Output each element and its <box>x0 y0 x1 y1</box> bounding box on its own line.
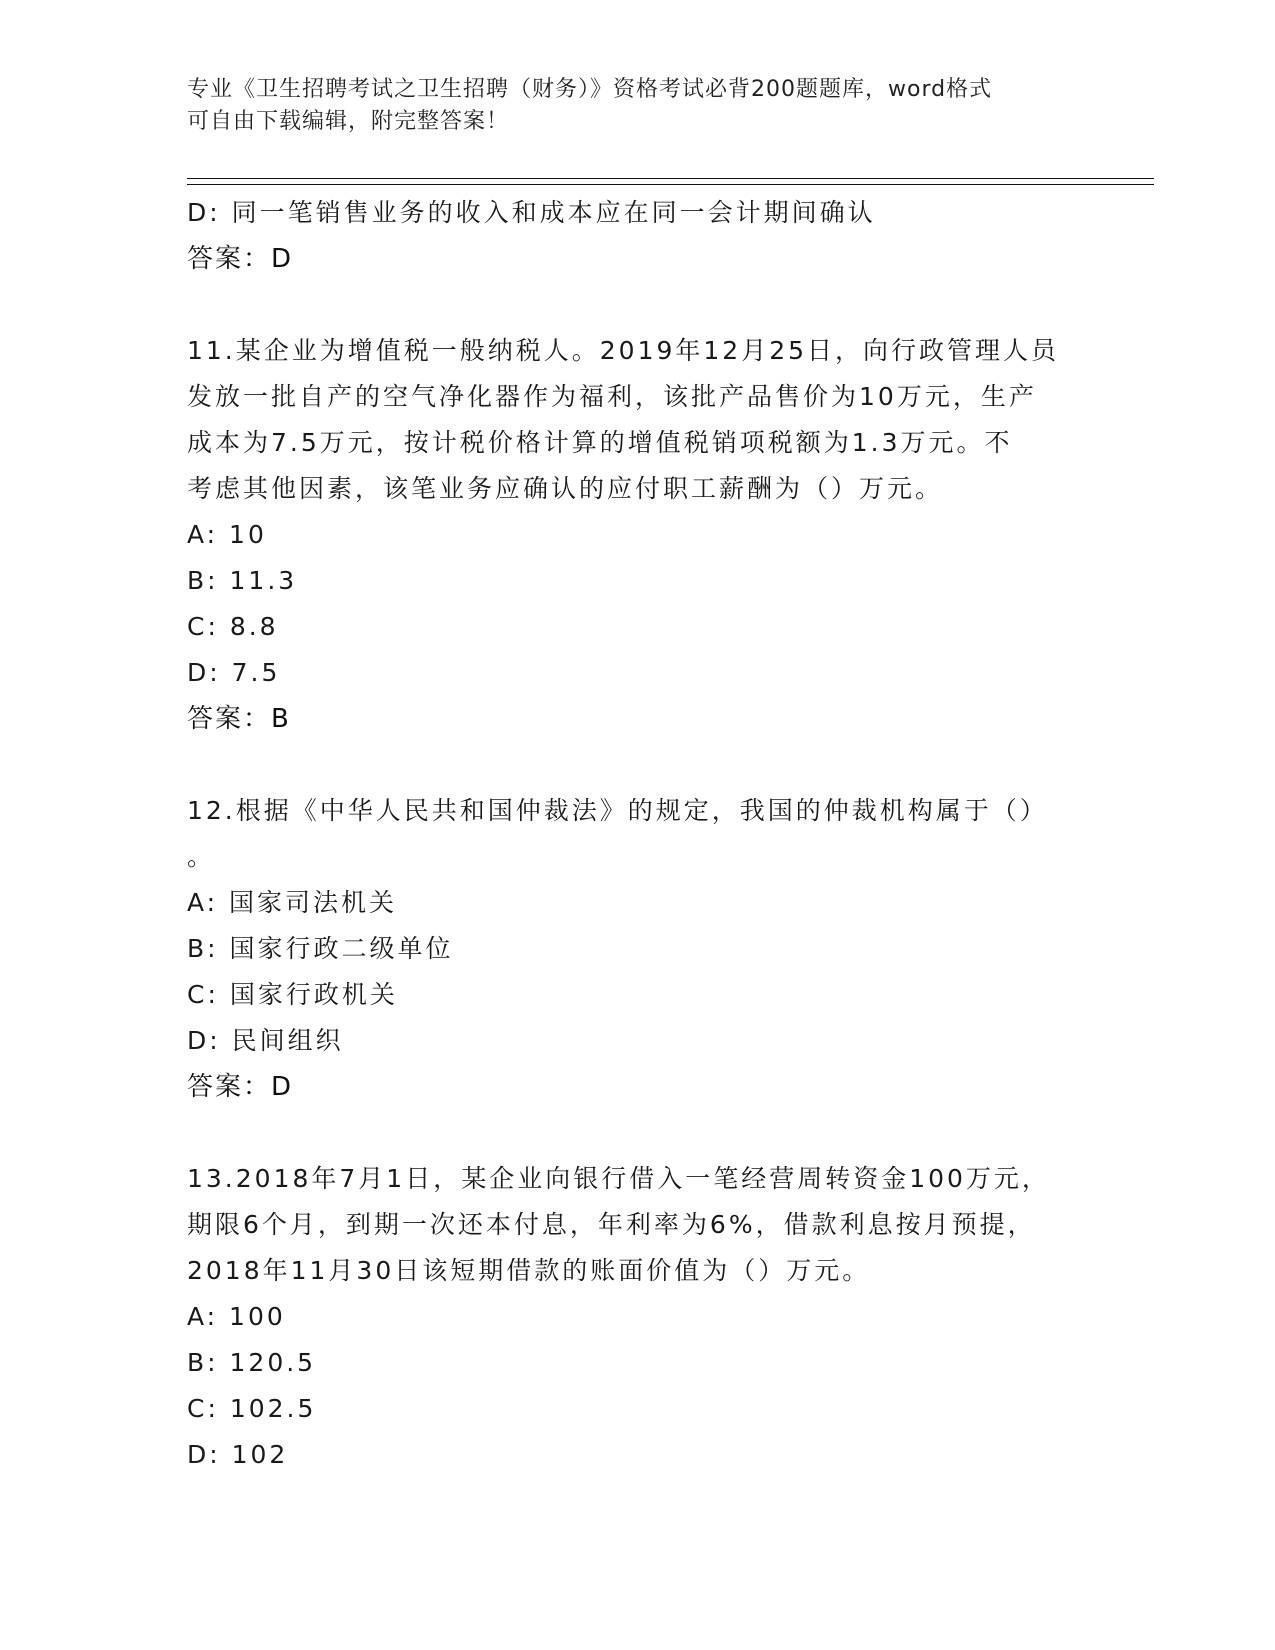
option-d: D: 102 <box>187 1440 289 1469</box>
option-a: A: 10 <box>187 520 267 549</box>
question-text-line: 13.2018年7月1日，某企业向银行借入一笔经营周转资金100万元， <box>187 1164 1050 1193</box>
header-line-1: 专业《卫生招聘考试之卫生招聘（财务）》资格考试必背200题题库，word格式 <box>187 77 993 102</box>
option-c: C: 8.8 <box>187 612 279 641</box>
option-d: D: 7.5 <box>187 658 281 687</box>
spacer <box>187 742 1087 788</box>
spacer <box>187 1110 1087 1156</box>
question-text <box>187 1156 1087 1294</box>
question-block <box>187 788 1087 1110</box>
header-divider-top <box>187 178 1154 179</box>
question-text-line: 2018年11月30日该短期借款的账面价值为（）万元。 <box>187 1256 871 1285</box>
question-text-line: 。 <box>187 842 216 871</box>
prev-question-option-d: D: 同一笔销售业务的收入和成本应在同一会计期间确认 <box>187 198 876 227</box>
option-a: A: 100 <box>187 1302 286 1331</box>
header-line-2: 可自由下载编辑，附完整答案！ <box>187 109 510 134</box>
option-a: A: 国家司法机关 <box>187 888 398 917</box>
answer: 答案：B <box>187 704 291 734</box>
option-d: D: 民间组织 <box>187 1026 344 1055</box>
document-body <box>187 190 1087 1478</box>
question-text <box>187 788 1087 880</box>
spacer <box>187 282 1087 328</box>
question-text-line: 成本为7.5万元，按计税价格计算的增值税销项税额为1.3万元。不 <box>187 428 1013 457</box>
option-b: B: 120.5 <box>187 1348 317 1377</box>
question-text-line: 发放一批自产的空气净化器作为福利，该批产品售价为10万元，生产 <box>187 382 1037 411</box>
answer: 答案：D <box>187 1072 294 1102</box>
question-block <box>187 1156 1087 1478</box>
question-text-line: 12.根据《中华人民共和国仲裁法》的规定，我国的仲裁机构属于（） <box>187 796 1048 825</box>
question-block <box>187 328 1087 742</box>
option-b: B: 11.3 <box>187 566 298 595</box>
question-text-line: 期限6个月，到期一次还本付息，年利率为6%，借款利息按月预提， <box>187 1210 1036 1239</box>
question-text-line: 11.某企业为增值税一般纳税人。2019年12月25日，向行政管理人员 <box>187 336 1060 365</box>
header-divider-bottom <box>187 184 1154 185</box>
question-text-line: 考虑其他因素，该笔业务应确认的应付职工薪酬为（）万元。 <box>187 474 944 503</box>
option-c: C: 国家行政机关 <box>187 980 398 1009</box>
option-c: C: 102.5 <box>187 1394 317 1423</box>
option-b: B: 国家行政二级单位 <box>187 934 454 963</box>
prev-question-answer: 答案：D <box>187 244 294 274</box>
document-header <box>187 74 1067 138</box>
question-text <box>187 328 1087 512</box>
